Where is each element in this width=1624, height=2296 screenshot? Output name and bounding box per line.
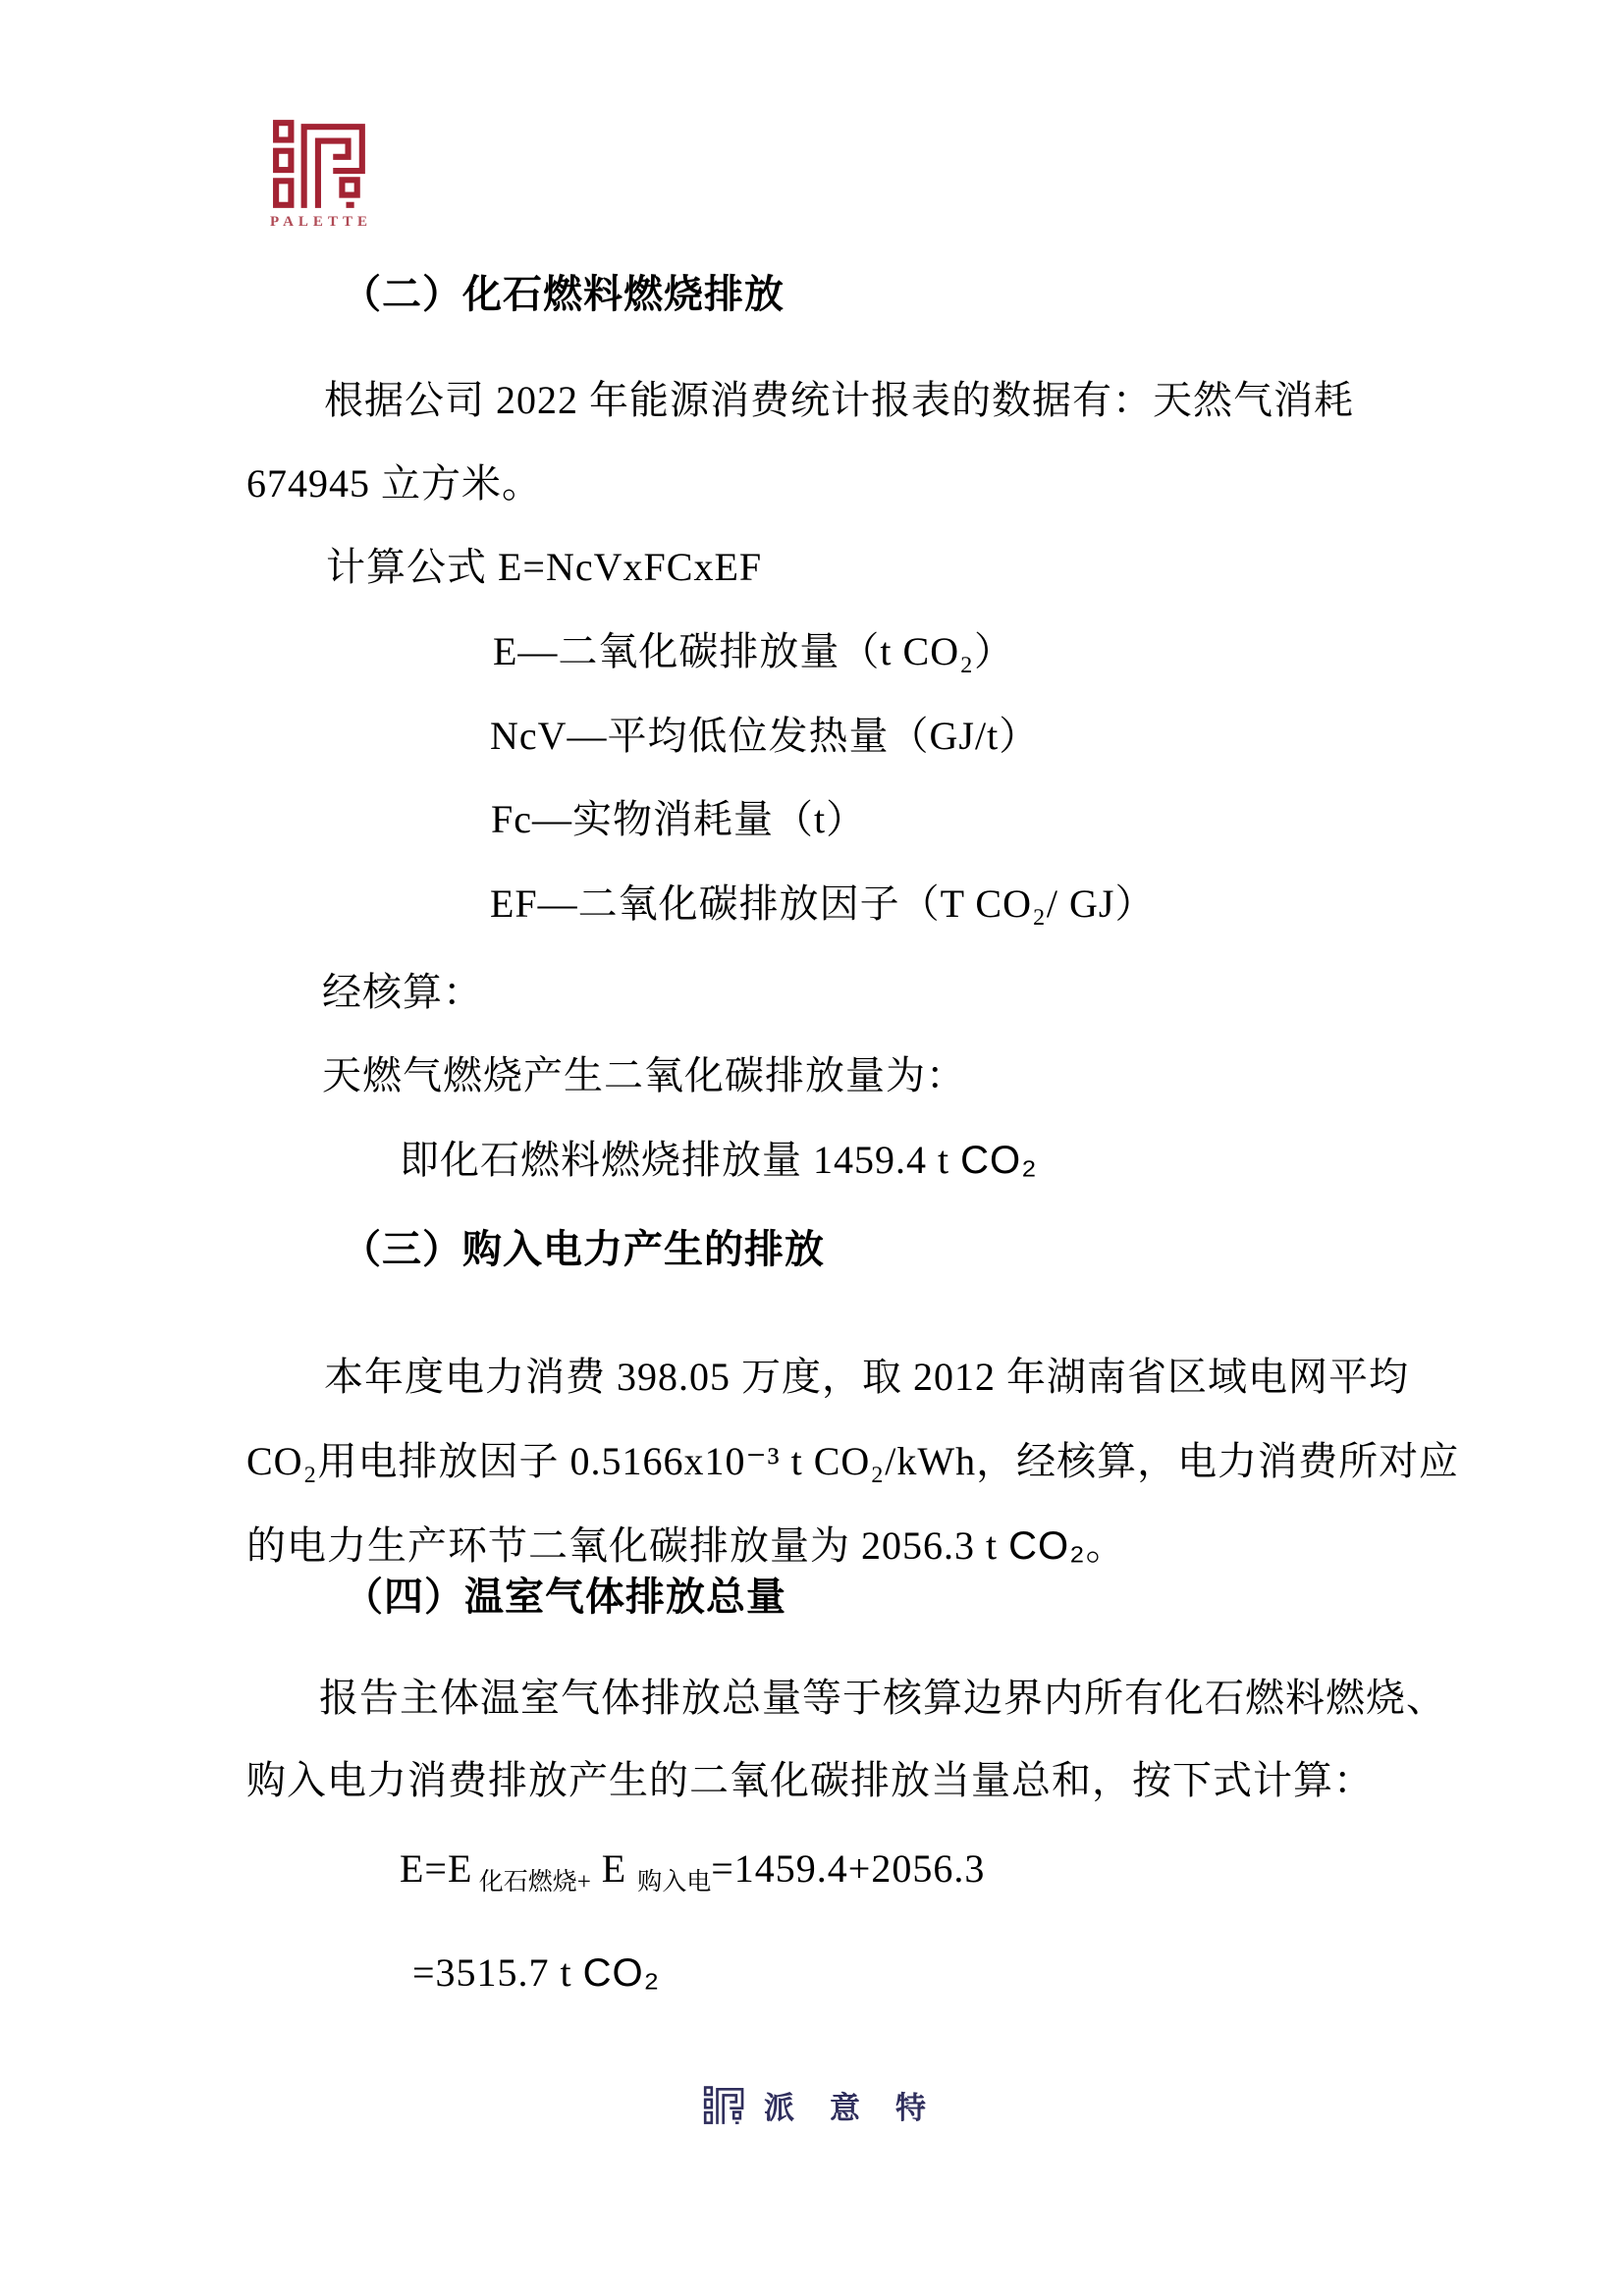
electricity-result-text: 的电力生产环节二氧化碳排放量为 2056.3 t: [246, 1523, 1009, 1568]
heading-purchased-electricity: （三）购入电力产生的排放: [342, 1228, 825, 1271]
electricity-result-unit: CO₂: [1008, 1524, 1086, 1568]
formula-part: E: [590, 1846, 638, 1891]
header-logo: [267, 120, 375, 231]
heading-fossil-fuel: （二）化石燃料燃烧排放: [342, 273, 785, 316]
paragraph-line: CO₂用电排放因子 0.5166x10⁻³ t CO₂/kWh，经核算，电力消费所对应: [246, 1439, 1460, 1483]
total-formula-line: [400, 1845, 985, 1897]
formula-intro-line: 计算公式 E=NcVxFCxEF: [326, 545, 763, 589]
footer-brand-text: 派意特: [764, 2090, 961, 2125]
paragraph-line: 674945 立方米。: [246, 461, 542, 506]
footer-brand: [703, 2083, 961, 2128]
electricity-result-line: [246, 1522, 1126, 1570]
formula-def-ef: EF—二氧化碳排放因子（T CO₂/ GJ）: [490, 881, 1156, 926]
formula-def-fc: Fc—实物消耗量（t）: [491, 797, 867, 841]
total-result-unit: CO₂: [582, 1951, 661, 1995]
fossil-result-line: [400, 1137, 1038, 1184]
brand-latin-text: PALETTE: [270, 214, 372, 230]
heading-total-emissions: （四）温室气体排放总量: [344, 1575, 786, 1619]
palette-logo-icon: [271, 120, 371, 210]
formula-def-e: E—二氧化碳排放量（t CO₂）: [493, 629, 1015, 673]
formula-part: =1459.4+2056.3: [711, 1846, 986, 1891]
formula-def-ncv: NcV—平均低位发热量（GJ/t）: [490, 714, 1040, 758]
electricity-result-period: 。: [1085, 1523, 1126, 1568]
paragraph-line: 报告主体温室气体排放总量等于核算边界内所有化石燃料燃烧、: [319, 1676, 1446, 1720]
formula-part: E=E: [400, 1846, 473, 1891]
fossil-result-unit: CO₂: [960, 1139, 1038, 1182]
paragraph-line: 根据公司 2022 年能源消费统计报表的数据有：天然气消耗: [324, 378, 1354, 422]
formula-subscript-electricity: 购入电: [637, 1869, 712, 1896]
total-result-text: =3515.7 t: [412, 1950, 583, 1995]
paragraph-line: 本年度电力消费 398.05 万度，取 2012 年湖南省区域电网平均: [324, 1355, 1409, 1399]
paragraph-line: 购入电力消费排放产生的二氧化碳排放当量总和，按下式计算：: [246, 1758, 1374, 1802]
fossil-result-text: 即化石燃料燃烧排放量 1459.4 t: [400, 1138, 961, 1182]
payite-logo-icon: [703, 2083, 746, 2128]
formula-subscript-fossil: 化石燃烧+: [472, 1869, 591, 1896]
total-result-line: [412, 1949, 660, 1997]
gas-result-intro: 天燃气燃烧产生二氧化碳排放量为：: [322, 1053, 966, 1097]
verify-label: 经核算：: [322, 970, 483, 1014]
